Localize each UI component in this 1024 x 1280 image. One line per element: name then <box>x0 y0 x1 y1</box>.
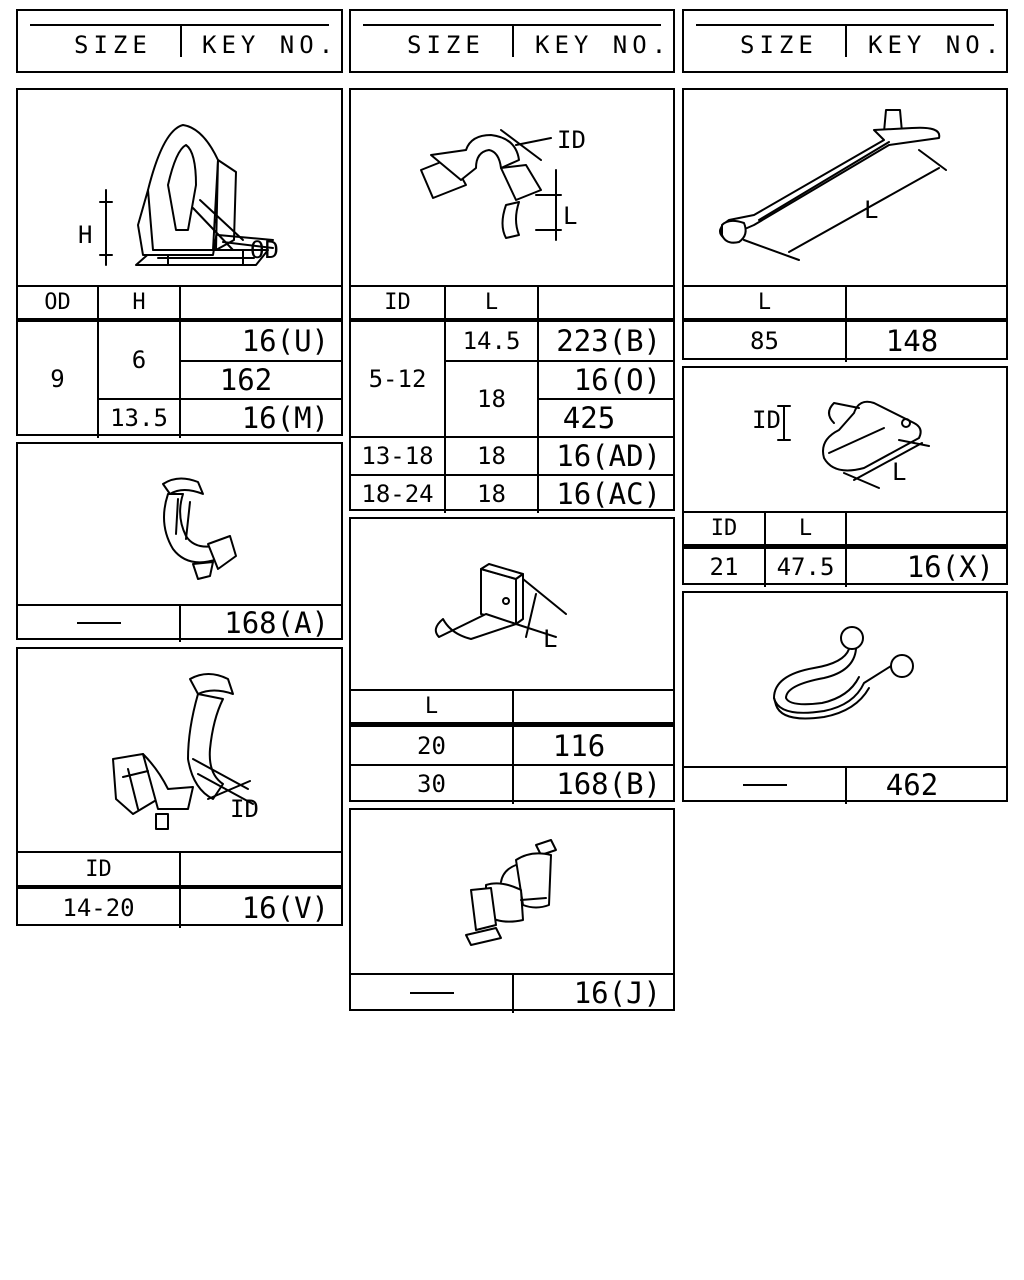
l-20: 20 <box>417 731 446 760</box>
label-id: ID <box>557 126 586 154</box>
col-l: L <box>484 290 499 315</box>
clip-x-id: 21 <box>709 553 739 581</box>
header-key-label: KEY NO. <box>535 31 672 59</box>
header-size-label: SIZE <box>74 31 152 59</box>
clip-j-size <box>351 975 512 1011</box>
label-h: H <box>78 221 93 249</box>
label-l: L <box>563 202 578 230</box>
band-size: 85 <box>750 327 779 355</box>
panel-clip-j <box>349 808 675 1011</box>
l-14-5: 14.5 <box>462 327 521 355</box>
header-key-label: KEY NO. <box>202 31 339 59</box>
bracket-drawing <box>351 519 673 689</box>
panel-clip-od-h <box>16 88 343 436</box>
od-value: 9 <box>50 365 65 393</box>
key-116: 116 <box>552 728 606 763</box>
l-18: 18 <box>477 385 506 413</box>
id-13-18: 13-18 <box>361 442 434 470</box>
header-key-label: KEY NO. <box>868 31 1005 59</box>
key-16u: 16(U) <box>241 324 329 358</box>
col-l: L <box>757 290 772 315</box>
panel-clip-462 <box>682 591 1008 802</box>
clip-x-drawing <box>684 368 1006 511</box>
h-value-1: 6 <box>131 346 147 374</box>
label-od: OD <box>250 236 279 264</box>
col-h: H <box>132 290 146 315</box>
header-col-2 <box>349 9 675 73</box>
col-id: ID <box>384 290 411 315</box>
clip-j-drawing <box>351 810 673 973</box>
panel-clip-id-l <box>349 88 675 511</box>
key-168b: 168(B) <box>556 767 661 801</box>
key-16v: 16(V) <box>241 890 329 925</box>
header-col-3 <box>682 9 1008 73</box>
clip-a-drawing <box>18 444 341 604</box>
clip-a-size <box>18 606 179 640</box>
clip-v-size: 14-20 <box>62 893 135 922</box>
label-l: L <box>864 196 879 224</box>
label-id: ID <box>230 795 259 823</box>
band-drawing <box>684 90 1006 285</box>
key-16ad: 16(AD) <box>556 439 661 473</box>
h-value-2: 13.5 <box>110 404 168 432</box>
clip-462-size <box>684 768 845 802</box>
clip-462-drawing <box>684 593 1006 766</box>
label-id: ID <box>752 406 781 434</box>
l-30: 30 <box>417 770 446 798</box>
key-16j: 16(J) <box>573 976 661 1010</box>
col-l: L <box>798 516 813 541</box>
col-od: OD <box>44 290 71 315</box>
label-l: L <box>892 458 907 486</box>
key-16x: 16(X) <box>906 550 994 584</box>
col-id: ID <box>710 516 738 541</box>
panel-clip-bracket <box>349 517 675 802</box>
id-18-24: 18-24 <box>361 479 434 508</box>
clip-od-h-drawing <box>18 90 341 285</box>
header-col-1 <box>16 9 343 73</box>
header-size-label: SIZE <box>740 31 818 59</box>
key-16ac: 16(AC) <box>556 476 661 511</box>
col-id: ID <box>85 856 112 882</box>
panel-clip-v <box>16 647 343 926</box>
key-162: 162 <box>219 363 273 397</box>
key-16o: 16(O) <box>573 363 661 397</box>
header-size-label: SIZE <box>407 31 485 59</box>
key-223b: 223(B) <box>556 324 661 358</box>
panel-band <box>682 88 1008 360</box>
key-16m: 16(M) <box>241 401 329 435</box>
clip-v-drawing <box>18 649 341 851</box>
l-18-c: 18 <box>477 479 506 508</box>
key-425: 425 <box>562 401 616 435</box>
l-18-b: 18 <box>477 442 506 470</box>
panel-clip-a <box>16 442 343 640</box>
label-l: L <box>543 625 558 653</box>
panel-clip-x <box>682 366 1008 585</box>
key-462: 462 <box>885 768 939 802</box>
clip-x-l: 47.5 <box>776 553 835 581</box>
col-l: L <box>424 694 439 719</box>
key-168a: 168(A) <box>224 606 329 640</box>
id-5-12: 5-12 <box>368 365 427 393</box>
clip-id-l-drawing <box>351 90 673 285</box>
key-148: 148 <box>885 324 939 358</box>
